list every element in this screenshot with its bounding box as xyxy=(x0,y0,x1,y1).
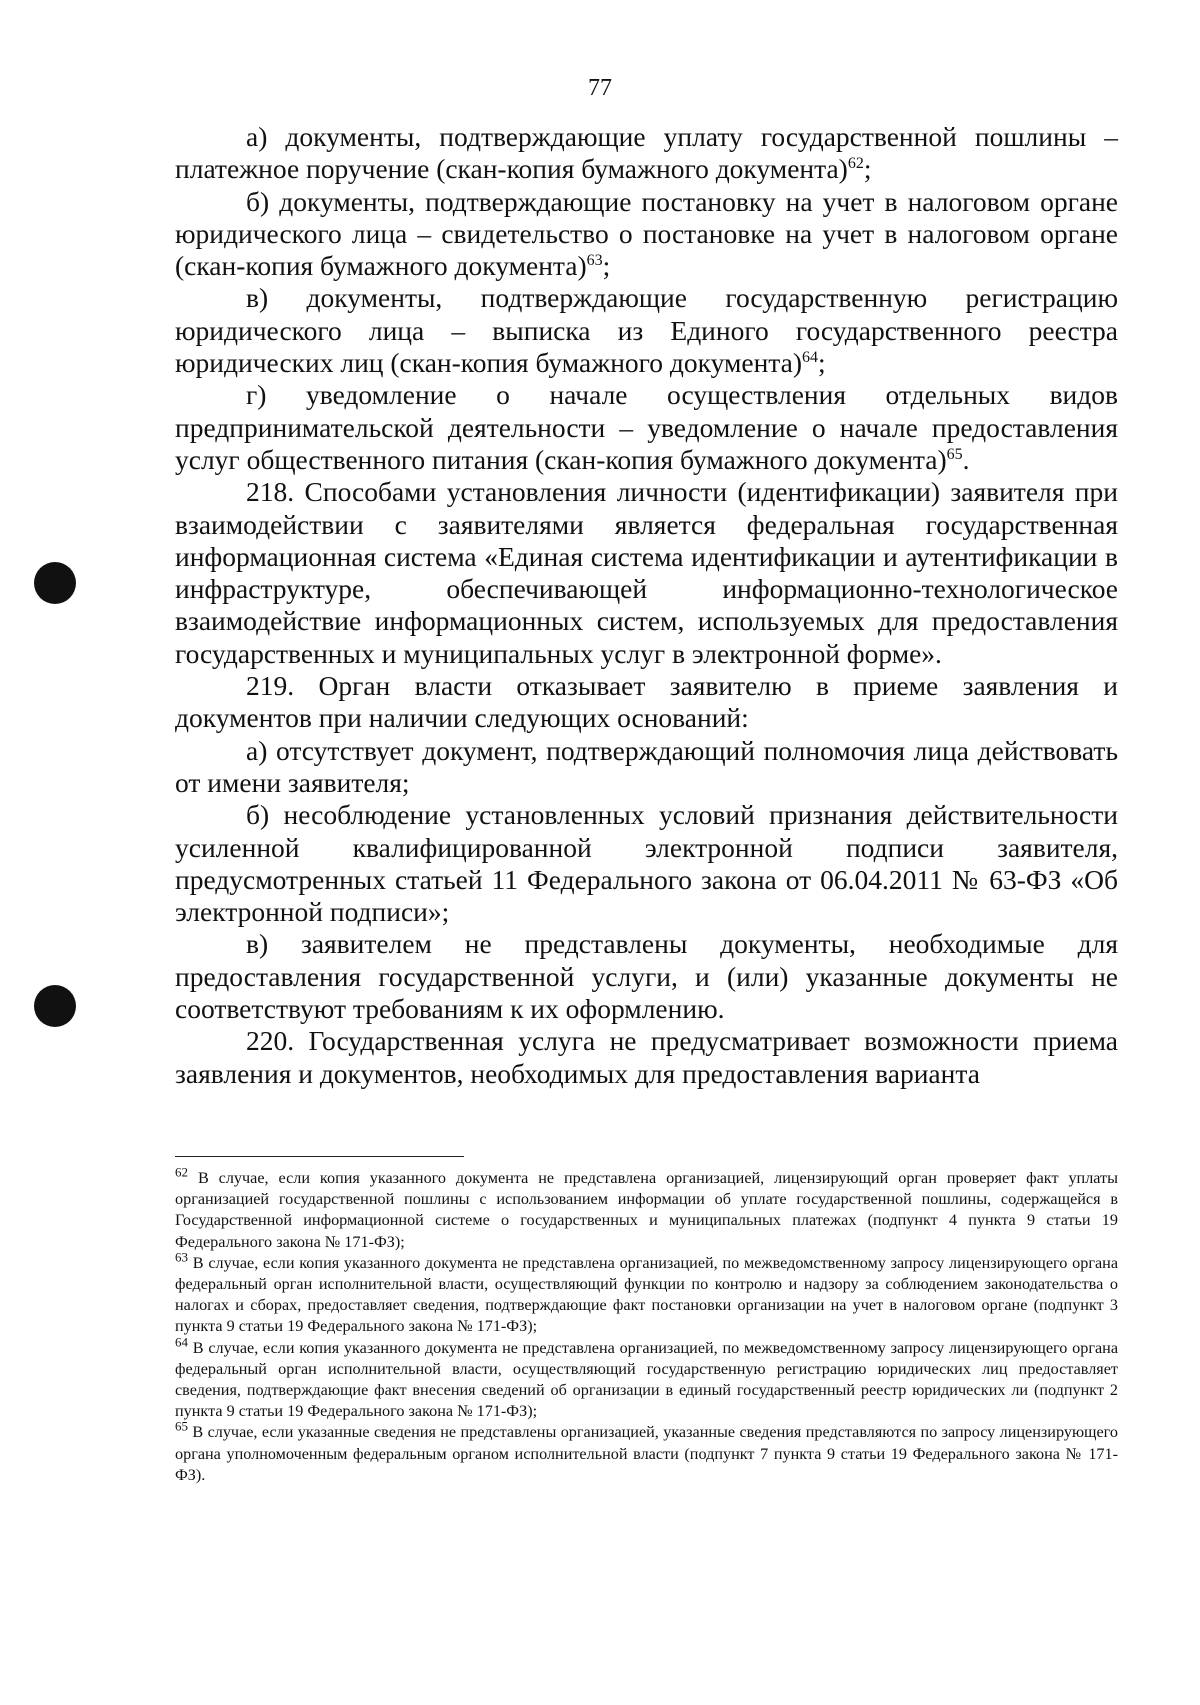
footnote-ref-63: 63 xyxy=(586,252,603,270)
footnote-separator xyxy=(175,1156,464,1157)
paragraph-b-tax: б) документы, подтверждающие постановку на учет в налоговом органе юридического лица – свидетельство о постановке на учет в налоговом органе (скан-копия бумажного документа)$^{63}$; xyxy=(175,185,1118,282)
footnote-number: 62 xyxy=(175,1164,188,1180)
paragraph-v-registration: в) документы, подтверждающие государственную регистрацию юридического лица – выписка из Единого государственного реестра юридических лиц (скан-копия бумажного документа)$^{64}$; xyxy=(175,282,1118,379)
paragraph-220: 220. Государственная услуга не предусматривает возможности приема заявления и документов, необходимых для предоставления варианта xyxy=(175,1025,1118,1089)
page-number: 77 xyxy=(588,75,612,101)
main-text xyxy=(175,121,1118,1090)
footnote-number: 64 xyxy=(175,1334,188,1350)
footnote-64: $^{64}$ В случае, если копия указанного документа не представлена организацией, по межведомственному запросу лицензирующего органа федеральный орган исполнительной власти, осуществляющий государственную регистрацию юридических лиц предоставляет сведения, подтверждающие факт внесения сведений об организации в единый государственный реестр юридических ли (подпункт 2 пункта 9 статьи 19 Федерального закона № 171-ФЗ); xyxy=(175,1334,1119,1421)
punch-hole-top xyxy=(34,562,76,604)
footnote-ref-64: 64 xyxy=(802,348,819,366)
paragraph-219: 219. Орган власти отказывает заявителю в приеме заявления и документов при наличии следующих оснований: xyxy=(175,670,1118,734)
paragraph-219-v: в) заявителем не представлены документы, необходимые для предоставления государственной услуги, и (или) указанные документы не соответствуют требованиям к их оформлению. xyxy=(175,928,1118,1025)
punch-hole-bottom xyxy=(34,985,76,1027)
footnotes xyxy=(175,1164,1119,1486)
footnote-63: $^{63}$ В случае, если копия указанного документа не представлена организацией, по межведомственному запросу лицензирующего органа федеральный орган исполнительной власти, осуществляющий функции по контролю и надзору за соблюдением законодательства о налогах и сборах, предоставляет сведения, подтверждающие факт постановки организации на учет в налоговом органе (подпункт 3 пункта 9 статьи 19 Федерального закона № 171-ФЗ); xyxy=(175,1249,1119,1336)
paragraph-g-notice: г) уведомление о начале осуществления отдельных видов предпринимательской деятельности – уведомление о начале предоставления услуг общественного питания (скан-копия бумажного документа)$^{65}$. xyxy=(175,379,1118,475)
footnote-ref-65: 65 xyxy=(946,445,963,463)
footnote-number: 65 xyxy=(175,1419,188,1435)
footnote-65: $^{65}$ В случае, если указанные сведения не представлены организацией, указанные сведения представляются по запросу лицензирующего органа уполномоченным федеральным органом исполнительной власти (подпункт 7 пункта 9 статьи 19 Федерального закона № 171-ФЗ). xyxy=(175,1419,1119,1484)
paragraph-a-fee: а) документы, подтверждающие уплату государственной пошлины – платежное поручение (скан-копия бумажного документа)$^{62}$; xyxy=(175,121,1118,185)
paragraph-218: 218. Способами установления личности (идентификации) заявителя при взаимодействии с заявителями является федеральная государственная информационная система «Единая система идентификации и аутентификации в инфраструктуре, обеспечивающей информационно-технологическое взаимодействие информационных систем, используемых для предоставления государственных и муниципальных услуг в электронной форме». xyxy=(175,476,1118,669)
footnote-number: 63 xyxy=(175,1249,188,1265)
paragraph-219-a: а) отсутствует документ, подтверждающий полномочия лица действовать от имени заявителя; xyxy=(175,734,1118,798)
footnote-62: $^{62}$ В случае, если копия указанного документа не представлена организацией, лицензирующий орган проверяет факт уплаты организацией государственной пошлины с использованием информации об уплате государственной пошлины, содержащейся в Государственной информационной системе о государственных и муниципальных платежах (подпункт 4 пункта 9 статьи 19 Федерального закона № 171-ФЗ); xyxy=(175,1164,1119,1251)
footnote-ref-62: 62 xyxy=(847,155,864,173)
paragraph-219-b: б) несоблюдение установленных условий признания действительности усиленной квалифицированной электронной подписи заявителя, предусмотренных статьей 11 Федерального закона от 06.04.2011 № 63-ФЗ «Об электронной подписи»; xyxy=(175,799,1118,928)
